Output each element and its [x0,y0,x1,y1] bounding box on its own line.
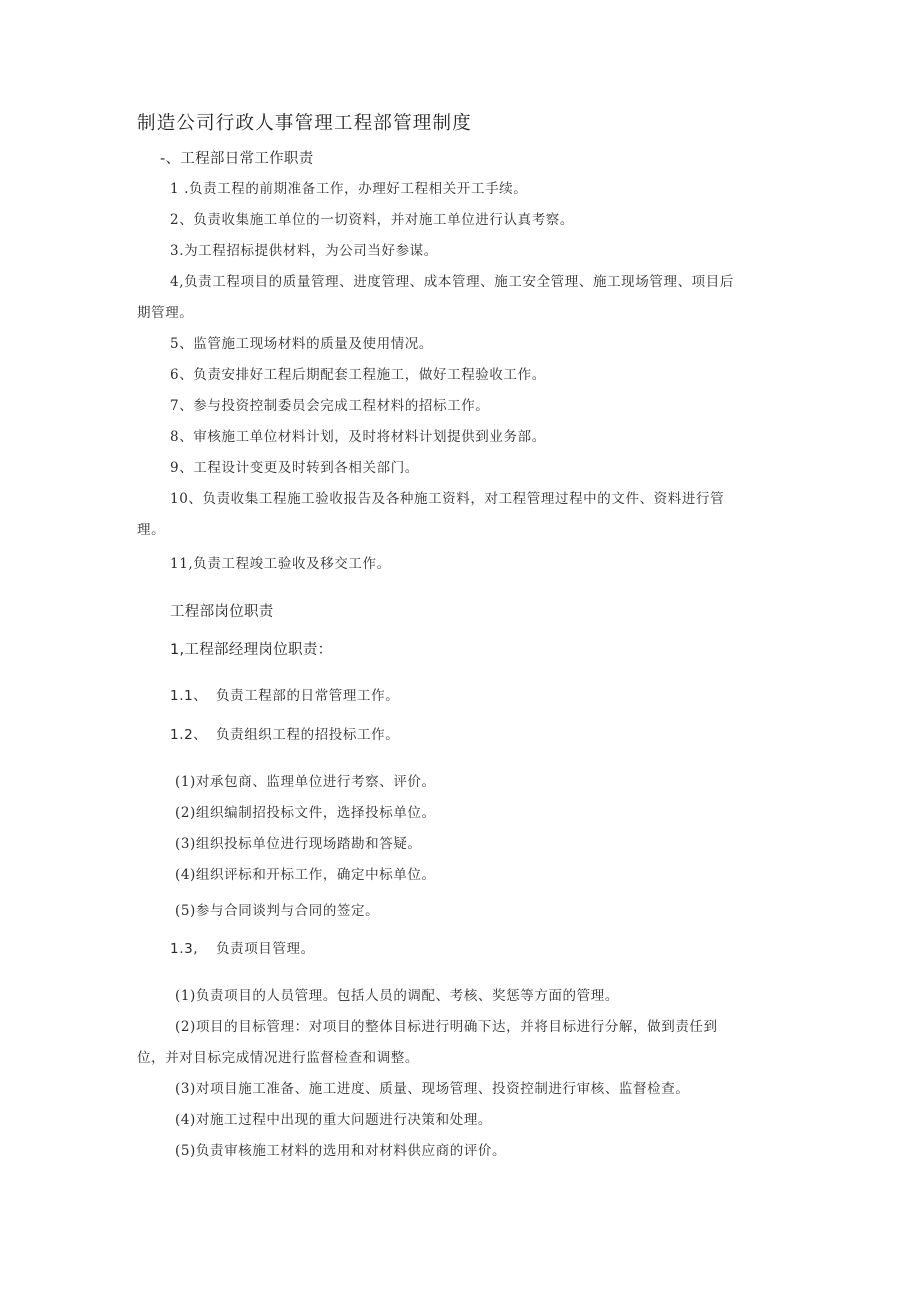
project-item-5: (5)负责审核施工材料的选用和对材料供应商的评价。 [175,1143,507,1159]
sub-item-1-1 [170,687,399,705]
sub-item-text: 负责项目管理。 [216,941,315,957]
bidding-item-2: (2)组织编制招投标文件，选择投标单位。 [175,805,436,821]
bidding-item-1: (1)对承包商、监理单位进行考察、评价。 [175,774,436,790]
sub-item-1-3 [170,940,315,958]
duty-item-10-continued: 理。 [137,522,166,538]
sub-item-text: 负责工程部的日常管理工作。 [216,688,400,704]
manager-duties-heading: 1,工程部经理岗位职责： [170,642,333,658]
document-title: 制造公司行政人事管理工程部管理制度 [137,113,472,134]
sub-item-number: 1.1、 [170,688,208,704]
project-item-2-continued: 位，并对目标完成情况进行监督检查和调整。 [137,1050,419,1066]
duty-item-11: 11,负责工程竣工验收及移交工作。 [170,556,391,572]
duty-item-9: 9、工程设计变更及时转到各相关部门。 [170,460,419,476]
duty-item-4-continued: 期管理。 [137,305,194,321]
duty-item-5: 5、监管施工现场材料的质量及使用情况。 [170,336,433,352]
sub-item-number: 1.3, [170,941,199,957]
sub-item-1-2 [170,726,399,744]
duty-item-4: 4,负责工程项目的质量管理、进度管理、成本管理、施工安全管理、施工现场管理、项目后 [170,274,734,290]
duty-item-6: 6、负责安排好工程后期配套工程施工，做好工程验收工作。 [170,367,546,383]
project-item-1: (1)负责项目的人员管理。包括人员的调配、考核、奖惩等方面的管理。 [175,988,619,1004]
bidding-item-5: (5)参与合同谈判与合同的签定。 [175,903,380,919]
project-item-4: (4)对施工过程中出现的重大问题进行决策和处理。 [175,1112,493,1128]
duty-item-2: 2、负责收集施工单位的一切资料，并对施工单位进行认真考察。 [170,212,574,228]
duty-item-7: 7、参与投资控制委员会完成工程材料的招标工作。 [170,398,490,414]
section-heading-positions: 工程部岗位职责 [170,604,274,620]
duty-item-8: 8、审核施工单位材料计划，及时将材料计划提供到业务部。 [170,429,546,445]
duty-item-1: 1 .负责工程的前期准备工作，办理好工程相关开工手续。 [170,181,528,197]
project-item-3: (3)对项目施工准备、施工进度、质量、现场管理、投资控制进行审核、监督检查。 [175,1081,690,1097]
duty-item-10: 10、负责收集工程施工验收报告及各种施工资料，对工程管理过程中的文件、资料进行管 [170,491,725,507]
project-item-2: (2)项目的目标管理：对项目的整体目标进行明确下达，并将目标进行分解，做到责任到 [175,1019,718,1035]
bidding-item-3: (3)组织投标单位进行现场踏勘和答疑。 [175,836,422,852]
bidding-item-4: (4)组织评标和开标工作，确定中标单位。 [175,867,436,883]
duty-item-3: 3.为工程招标提供材料，为公司当好参谋。 [170,243,438,259]
sub-item-number: 1.2、 [170,727,208,743]
sub-item-text: 负责组织工程的招投标工作。 [216,727,400,743]
section-heading-daily-duties: -、工程部日常工作职责 [160,151,314,167]
